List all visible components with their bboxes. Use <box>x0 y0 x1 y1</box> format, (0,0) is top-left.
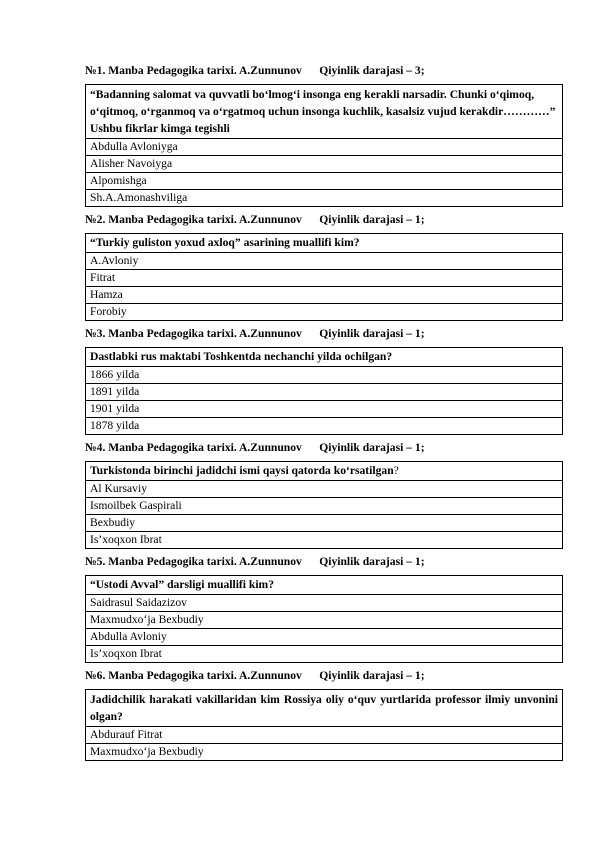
answer-option[interactable]: Bexbudiy <box>86 514 562 531</box>
answer-option[interactable]: Alpomishga <box>86 172 562 189</box>
answer-option[interactable]: Abdurauf Fitrat <box>86 726 562 743</box>
answer-option[interactable]: Hamza <box>86 286 562 303</box>
question-block-4 <box>85 441 563 549</box>
question-block-1 <box>85 64 563 207</box>
question-table <box>85 233 563 321</box>
answer-option[interactable]: 1878 yilda <box>86 417 562 434</box>
answer-option[interactable]: Is’xoqxon Ibrat <box>86 531 562 548</box>
question-text-main: Jadidchilik harakati vakillaridan kim Rossiya oliy o‘quv yurtlarida professor ilmiy unvonini olgan? <box>90 693 558 723</box>
question-header: №3. Manba Pedagogika tarixi. A.Zunnunov Qiyinlik darajasi – 1; <box>85 327 425 340</box>
question-block-3 <box>85 327 563 435</box>
answer-option[interactable]: Abdulla Avloniyga <box>86 138 562 155</box>
answer-option[interactable]: Al Kursaviy <box>86 480 562 497</box>
question-text <box>86 462 562 480</box>
answer-option[interactable]: Is’xoqxon Ibrat <box>86 645 562 662</box>
answer-option[interactable]: Fitrat <box>86 269 562 286</box>
document-body <box>85 64 563 767</box>
question-text-main: “Ustodi Avval” darsligi muallifi kim? <box>90 578 275 591</box>
answer-option[interactable]: Maxmudxo‘ja Bexbudiy <box>86 743 562 760</box>
question-block-2 <box>85 213 563 321</box>
question-text <box>86 234 562 252</box>
question-table <box>85 84 563 207</box>
question-block-6 <box>85 669 563 761</box>
question-text-main: “Turkiy guliston yoxud axloq” asarining muallifi kim? <box>90 236 360 249</box>
question-table <box>85 575 563 663</box>
question-header: №6. Manba Pedagogika tarixi. A.Zunnunov Qiyinlik darajasi – 1; <box>85 669 425 682</box>
question-table <box>85 461 563 549</box>
question-text <box>86 85 562 138</box>
question-header: №5. Manba Pedagogika tarixi. A.Zunnunov Qiyinlik darajasi – 1; <box>85 555 425 568</box>
answer-option[interactable]: Saidrasul Saidazizov <box>86 594 562 611</box>
answer-option[interactable]: 1891 yilda <box>86 383 562 400</box>
answer-option[interactable]: Sh.A.Amonashviliga <box>86 189 562 206</box>
question-text <box>86 690 562 726</box>
question-header: №1. Manba Pedagogika tarixi. A.Zunnunov Qiyinlik darajasi – 3; <box>85 64 425 77</box>
question-header: №2. Manba Pedagogika tarixi. A.Zunnunov Qiyinlik darajasi – 1; <box>85 213 425 226</box>
answer-option[interactable]: Alisher Navoiyga <box>86 155 562 172</box>
question-text-main: Turkistonda birinchi jadidchi ismi qaysi qatorda ko‘rsatilgan <box>90 464 394 477</box>
answer-option[interactable]: Forobiy <box>86 303 562 320</box>
answer-option[interactable]: Abdulla Avloniy <box>86 628 562 645</box>
question-mark: ? <box>393 464 399 477</box>
question-header: №4. Manba Pedagogika tarixi. A.Zunnunov Qiyinlik darajasi – 1; <box>85 441 425 454</box>
answer-option[interactable]: A.Avloniy <box>86 252 562 269</box>
answer-option[interactable]: 1901 yilda <box>86 400 562 417</box>
answer-option[interactable]: 1866 yilda <box>86 366 562 383</box>
question-text-main: “Badanning salomat va quvvatli bo‘lmog‘i insonga eng kerakli narsadir. Chunki o‘qimoq, o‘qitmoq, o‘rganmoq va o‘rgatmoq uchun insonga kuchlik, kasalsiz vujud kerakdir…………” Ushbu fikrlar kimga tegishli <box>90 88 556 135</box>
question-text <box>86 348 562 366</box>
answer-option[interactable]: Maxmudxo‘ja Bexbudiy <box>86 611 562 628</box>
question-text <box>86 576 562 594</box>
answer-option[interactable]: Ismoilbek Gaspirali <box>86 497 562 514</box>
question-block-5 <box>85 555 563 663</box>
question-text-main: Dastlabki rus maktabi Toshkentda nechanchi yilda ochilgan? <box>90 350 393 363</box>
question-table <box>85 689 563 761</box>
question-table <box>85 347 563 435</box>
